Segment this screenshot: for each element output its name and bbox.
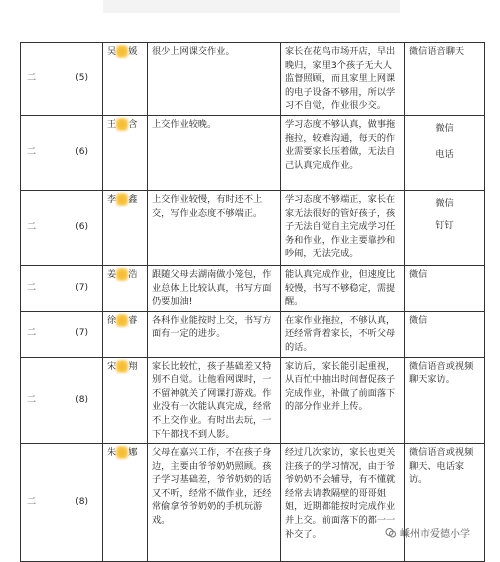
wechat-account-icon [385, 527, 397, 539]
reason-cell: 学习态度不够认真，做事拖拖拉，较难沟通，每天的作业需要家长压着做，无法自己认真完成作业。 [281, 115, 405, 190]
reason-cell: 家访后，家长能引起重视，从百忙中抽出时间督促孩子完成作业，补做了前面落下的部分作业并上传。 [281, 357, 405, 444]
problem-cell: 上交作业较晚。 [148, 115, 281, 190]
problem-cell: 跟随父母去湖南做小笼包，作业总体上比较认真，书写方面仍要加油! [148, 265, 281, 311]
grade-text: 二 [27, 222, 37, 233]
reason-cell: 家长在花鸟市场开店，早出晚归，家里3个孩子无大人监督照顾，而且家里上网课的电子设备不够用，所以学习不自觉，作业很少交。 [281, 43, 405, 116]
table-row [21, 444, 485, 562]
top-blank-bar [103, 0, 400, 13]
class-cell [21, 190, 103, 265]
name-last-char: 浩 [128, 268, 138, 280]
contact-method: 电话 [435, 148, 454, 160]
student-name-cell [103, 357, 148, 444]
contact-method: 钉钉 [435, 219, 454, 231]
name-last-char: 睿 [128, 314, 138, 326]
contact-cell [405, 190, 485, 265]
table-row [21, 311, 485, 357]
name-first-char: 徐 [107, 314, 117, 326]
student-name-cell [103, 311, 148, 357]
redaction-mark [116, 193, 128, 206]
contact-method: 微信语音聊天 [409, 46, 465, 57]
name-last-char: 翔 [128, 360, 138, 372]
name-last-char: 含 [128, 118, 138, 130]
class-number: (6) [75, 222, 88, 233]
name-last-char: 娜 [128, 447, 138, 459]
grade-text: 二 [27, 147, 37, 158]
class-cell [21, 444, 103, 562]
class-cell [21, 265, 103, 311]
contact-cell [405, 115, 485, 190]
class-cell [21, 357, 103, 444]
name-first-char: 朱 [107, 447, 117, 459]
student-name-cell [103, 265, 148, 311]
contact-method: 微信 [435, 197, 454, 209]
table-row [21, 190, 485, 265]
name-first-char: 王 [107, 118, 117, 130]
student-record-table [20, 42, 485, 562]
student-name-cell [103, 115, 148, 190]
reason-cell: 在家作业拖拉，不够认真，还经常背着家长，不听父母的话。 [281, 311, 405, 357]
contact-cell [405, 43, 485, 116]
reason-cell: 经过几次家访，家长也更关注孩子的学习情况，由于爷爷奶奶不会辅导，有不懂就经常去请教隔壁的哥哥姐姐，近期都能按时完成作业并上交。前面落下的都一一补交了。 [281, 444, 405, 562]
student-name-cell [103, 444, 148, 562]
name-first-char: 吴 [107, 46, 117, 57]
reason-cell: 学习态度不够端正，家长在家无法很好的管好孩子，孩子无法自觉自主完成学习任务和作业，作业主要靠抄和吵闹，无法完成。 [281, 190, 405, 265]
contact-method: 微信语音或视频聊天家访。 [409, 360, 474, 386]
name-first-char: 姜 [107, 268, 117, 280]
redaction-mark [116, 446, 128, 459]
contact-method: 微信 [409, 314, 428, 326]
redaction-mark [116, 118, 128, 131]
problem-cell: 上交作业较慢，有时还不上交，写作业态度不够端正。 [148, 190, 281, 265]
name-first-char: 宋 [107, 360, 117, 372]
class-number: (6) [75, 147, 88, 158]
student-name-cell [103, 43, 148, 116]
contact-cell [405, 265, 485, 311]
contact-method: 微信 [409, 268, 428, 280]
problem-cell: 各科作业能按时上交，书写方面有一定的进步。 [148, 311, 281, 357]
problem-cell: 很少上网课交作业。 [148, 43, 281, 116]
class-number: (8) [75, 394, 88, 405]
grade-text: 二 [27, 73, 37, 84]
reason-cell: 能认真完成作业，但速度比较慢，书写不够稳定，需提醒。 [281, 265, 405, 311]
name-first-char: 李 [107, 193, 117, 205]
table-row [21, 357, 485, 444]
class-number: (7) [75, 282, 88, 293]
grade-text: 二 [27, 282, 37, 293]
redaction-mark [116, 360, 128, 373]
class-number: (5) [75, 73, 88, 84]
problem-cell: 父母在嘉兴工作，不在孩子身边，主要由爷爷奶奶照顾。孩子学习基础差，爷爷奶奶的话又不听，经常不做作业，还经常偷拿爷爷奶奶的手机玩游戏。 [148, 444, 281, 562]
contact-cell [405, 311, 485, 357]
contact-cell [405, 444, 485, 562]
problem-cell: 家长比较忙，孩子基础差又特别不自觉。让他看网课时，一不留神就关了网课打游戏。作业没有一次能认真完成，经常不上交作业。有时出去玩，一下午都找不到人影。 [148, 357, 281, 444]
student-name-cell [103, 190, 148, 265]
name-last-char: 鑫 [128, 193, 138, 205]
class-cell [21, 115, 103, 190]
contact-cell [405, 357, 485, 444]
grade-text: 二 [27, 328, 37, 339]
redaction-mark [116, 314, 128, 327]
redaction-mark [116, 268, 128, 281]
table-row [21, 115, 485, 190]
class-number: (8) [75, 496, 88, 507]
redaction-mark [116, 45, 128, 58]
class-cell [21, 311, 103, 357]
name-last-char: 媛 [128, 46, 138, 57]
table-row [21, 265, 485, 311]
watermark [385, 525, 470, 540]
class-cell [21, 43, 103, 116]
contact-method: 微信语音或视频聊天、电话家访。 [409, 447, 474, 486]
table-row [21, 43, 485, 116]
grade-text: 二 [27, 394, 37, 405]
class-number: (7) [75, 328, 88, 339]
watermark-text: 嵊州市爱德小学 [400, 529, 470, 540]
contact-method: 微信 [435, 122, 454, 134]
grade-text: 二 [27, 496, 37, 507]
